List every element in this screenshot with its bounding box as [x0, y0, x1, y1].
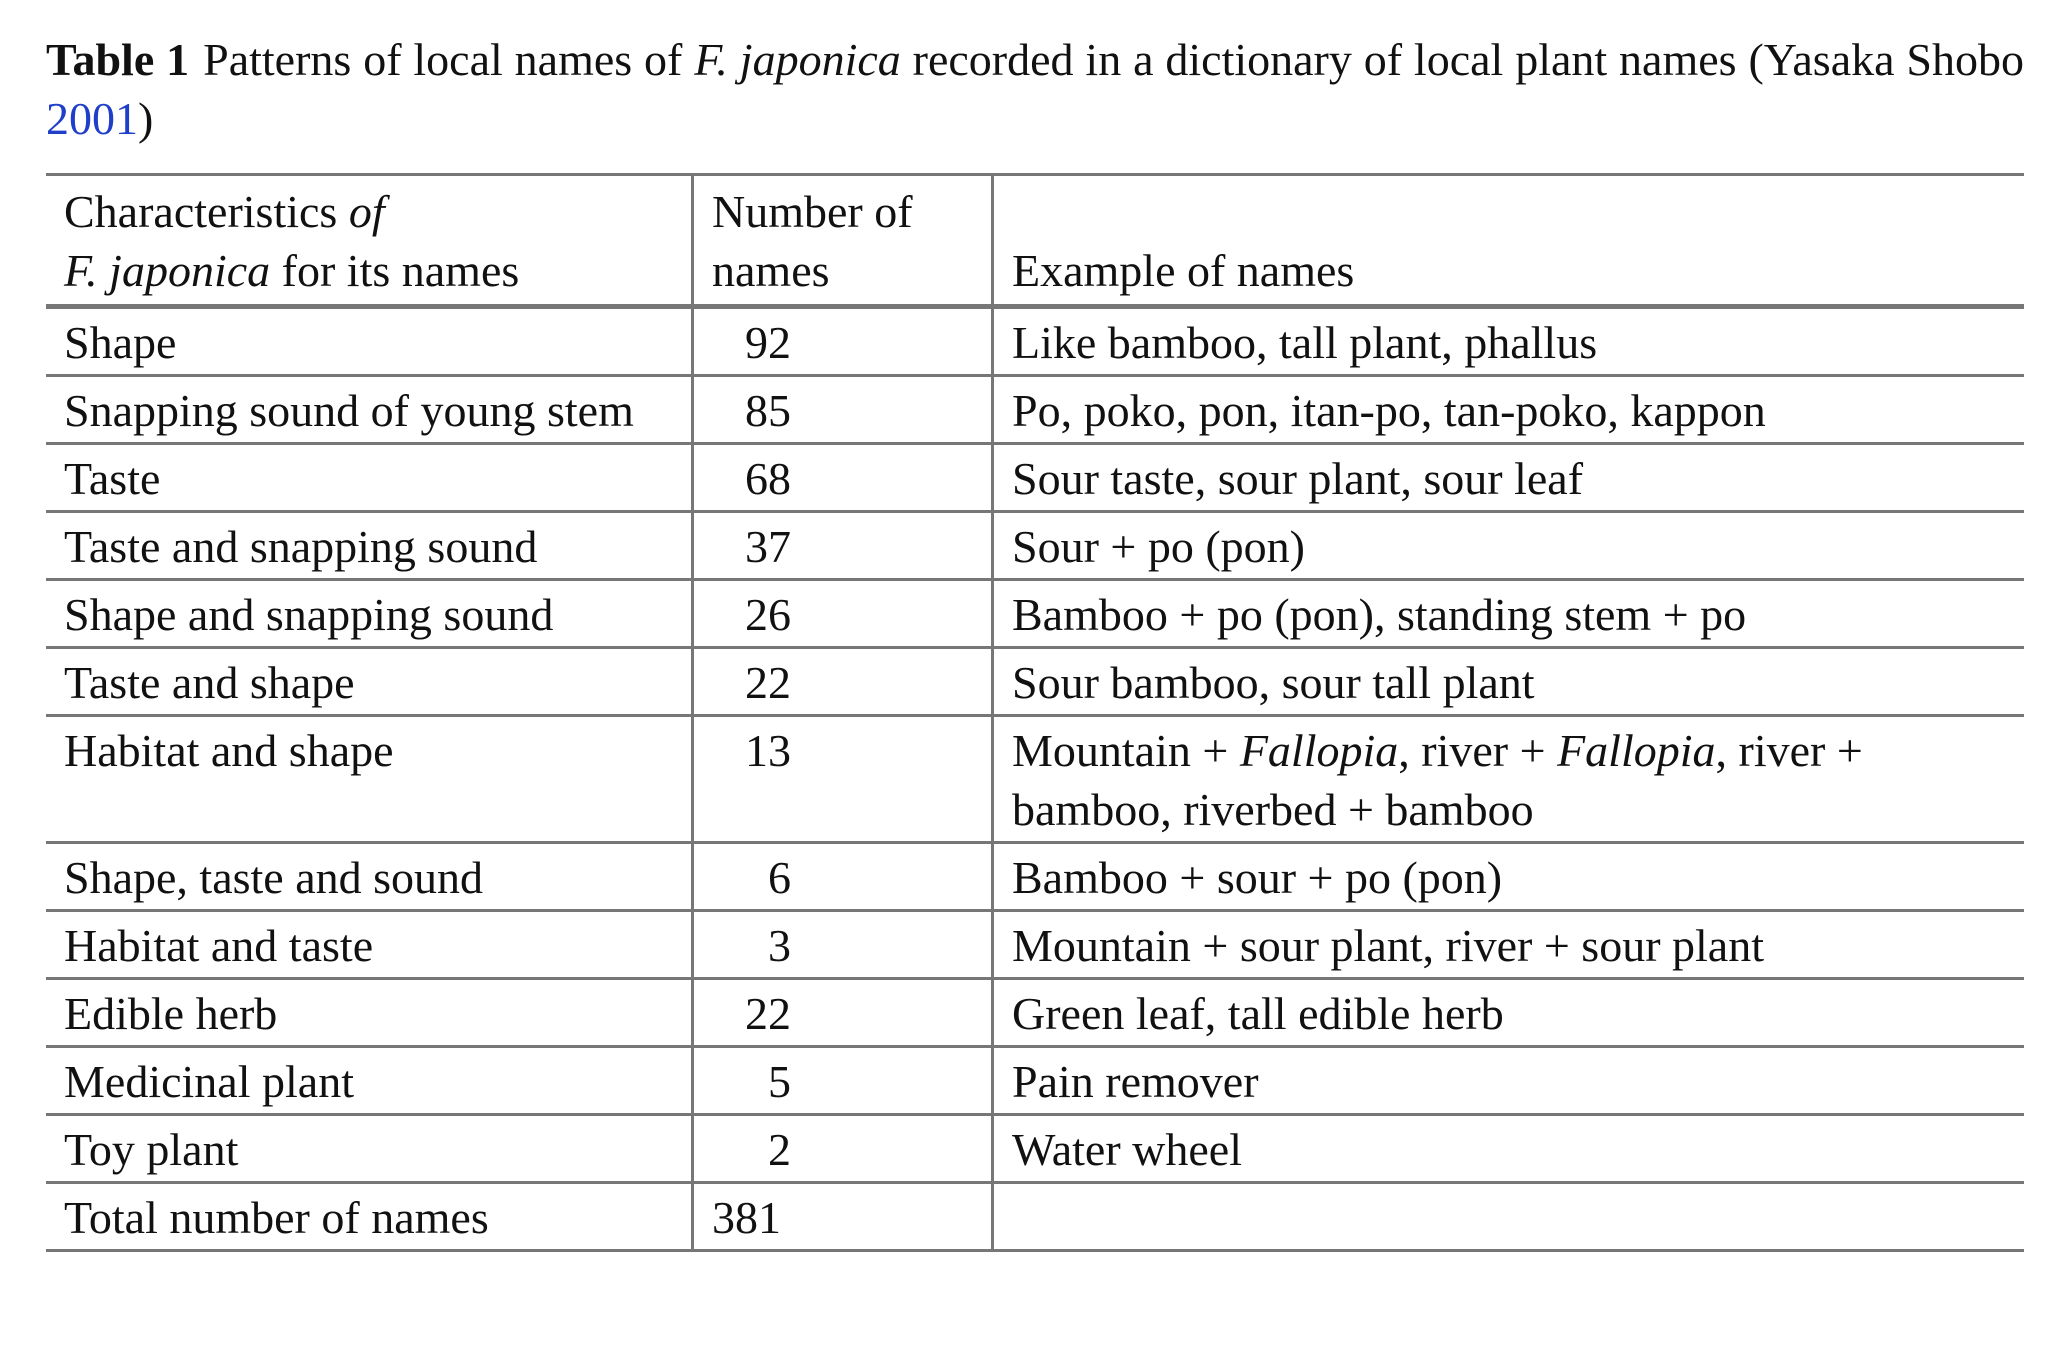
example-cell: Green leaf, tall edible herb [993, 979, 2025, 1047]
characteristic-cell: Shape [46, 307, 693, 376]
characteristic-cell: Taste and shape [46, 648, 693, 716]
header-number-of-names: Number of names [693, 175, 993, 307]
count-cell: 22 [693, 979, 993, 1047]
count-cell: 68 [693, 444, 993, 512]
total-count-cell: 381 [693, 1183, 993, 1251]
characteristic-cell: Medicinal plant [46, 1047, 693, 1115]
example-cell: Water wheel [993, 1115, 2025, 1183]
characteristic-cell: Habitat and shape [46, 716, 693, 843]
example-cell: Sour bamboo, sour tall plant [993, 648, 2025, 716]
example-cell: Mountain + sour plant, river + sour plant [993, 911, 2025, 979]
count-cell: 6 [693, 843, 993, 911]
caption-text-1: Patterns of local names of [203, 34, 695, 85]
table-label: Table 1 [46, 34, 190, 85]
table-row [46, 376, 2024, 444]
total-row [46, 1183, 2024, 1251]
table-row [46, 648, 2024, 716]
caption-text-2: recorded in a dictionary of local plant names (Yasaka Shobo [900, 34, 2024, 85]
characteristic-cell: Toy plant [46, 1115, 693, 1183]
table-row [46, 911, 2024, 979]
caption-species: F. japonica [694, 34, 901, 85]
table-row [46, 1047, 2024, 1115]
example-cell: Sour taste, sour plant, sour leaf [993, 444, 2025, 512]
characteristic-cell: Taste [46, 444, 693, 512]
count-cell: 26 [693, 580, 993, 648]
count-cell: 37 [693, 512, 993, 580]
header-example-of-names: Example of names [993, 175, 2025, 307]
table-row [46, 512, 2024, 580]
table-caption [46, 30, 2024, 148]
count-cell: 13 [693, 716, 993, 843]
count-cell: 2 [693, 1115, 993, 1183]
header-row [46, 175, 2024, 307]
example-cell: Pain remover [993, 1047, 2025, 1115]
table-row [46, 843, 2024, 911]
example-cell: Like bamboo, tall plant, phallus [993, 307, 2025, 376]
count-cell: 5 [693, 1047, 993, 1115]
citation-year-link[interactable]: 2001 [46, 93, 138, 144]
table-row [46, 307, 2024, 376]
count-cell: 85 [693, 376, 993, 444]
characteristic-cell: Habitat and taste [46, 911, 693, 979]
characteristic-cell: Shape, taste and sound [46, 843, 693, 911]
local-names-table [46, 173, 2024, 1252]
total-example-cell [993, 1183, 2025, 1251]
example-cell: Bamboo + po (pon), standing stem + po [993, 580, 2025, 648]
characteristic-cell: Shape and snapping sound [46, 580, 693, 648]
characteristic-cell: Taste and snapping sound [46, 512, 693, 580]
table-row [46, 580, 2024, 648]
example-cell: Bamboo + sour + po (pon) [993, 843, 2025, 911]
table-row [46, 1115, 2024, 1183]
table-row [46, 979, 2024, 1047]
characteristic-cell: Edible herb [46, 979, 693, 1047]
example-cell: Po, poko, pon, itan-po, tan-poko, kappon [993, 376, 2025, 444]
count-cell: 92 [693, 307, 993, 376]
example-cell: Sour + po (pon) [993, 512, 2025, 580]
caption-text-3: ) [138, 93, 154, 144]
count-cell: 3 [693, 911, 993, 979]
characteristic-cell: Snapping sound of young stem [46, 376, 693, 444]
count-cell: 22 [693, 648, 993, 716]
total-label-cell: Total number of names [46, 1183, 693, 1251]
header-characteristics: Characteristics of F. japonica for its names [46, 175, 693, 307]
table-row [46, 716, 2024, 843]
table-row [46, 444, 2024, 512]
example-cell: Mountain + Fallopia, river + Fallopia, river + bamboo, riverbed + bamboo [993, 716, 2025, 843]
